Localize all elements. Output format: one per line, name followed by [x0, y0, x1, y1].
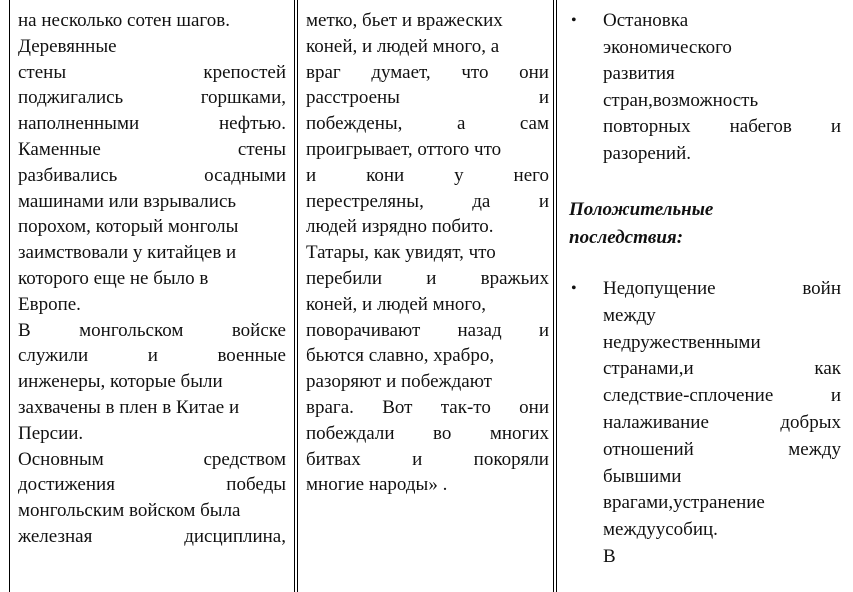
text-line	[18, 472, 286, 498]
word: думает,	[371, 61, 431, 83]
text-line	[306, 214, 549, 240]
word: сам	[519, 113, 549, 135]
word: бывшими	[603, 465, 682, 487]
text-line	[18, 292, 286, 318]
word: во	[433, 422, 452, 444]
word: странами,и	[603, 358, 694, 380]
text-line	[18, 34, 286, 60]
text-line	[18, 343, 286, 369]
text-line	[306, 85, 549, 111]
word: стены	[237, 139, 286, 160]
word: Деревянные	[18, 35, 117, 57]
word: между	[603, 304, 656, 326]
word: у	[454, 164, 464, 186]
word: междуусобиц.	[603, 519, 718, 541]
word: машинами или взрывались	[18, 190, 237, 212]
word: битвах	[306, 448, 361, 470]
text-line	[18, 447, 286, 473]
word: железная	[18, 526, 93, 547]
text-line	[603, 303, 841, 329]
word: и	[538, 87, 549, 109]
word: войн	[802, 278, 841, 299]
section-heading: последствия:	[569, 227, 684, 248]
word: осадными	[204, 164, 286, 186]
word: покоряли	[473, 448, 549, 470]
text-line	[603, 88, 841, 114]
text-line	[603, 464, 841, 490]
word: побеждали	[306, 422, 395, 444]
word: они	[519, 61, 549, 83]
word: Каменные	[18, 139, 101, 160]
word: Персии.	[18, 422, 84, 444]
word: и	[412, 448, 423, 470]
text-line	[18, 214, 286, 240]
text-line	[18, 8, 286, 34]
text-line	[306, 189, 549, 215]
text-line	[18, 137, 286, 163]
text-line	[306, 343, 549, 369]
word: монгольском	[79, 319, 184, 341]
text-line	[18, 163, 286, 189]
text-line	[603, 61, 841, 87]
word: наполненными	[18, 113, 140, 135]
word: перестреляны,	[306, 190, 424, 212]
text-line	[306, 318, 549, 344]
text-line	[306, 447, 549, 473]
word: и	[147, 345, 158, 367]
word: экономического	[603, 36, 732, 58]
word: отношений	[603, 438, 694, 460]
text-line	[18, 60, 286, 86]
text-line	[603, 114, 841, 140]
text-line	[306, 8, 549, 34]
word: средством	[203, 448, 286, 470]
text-line	[18, 498, 286, 524]
word: да	[472, 190, 491, 212]
word: В	[18, 319, 31, 341]
text-line	[306, 60, 549, 86]
word: разорений.	[603, 143, 692, 164]
word: военные	[217, 345, 286, 367]
text-line	[306, 369, 549, 395]
word: разбивались	[18, 164, 118, 186]
word: Остановка	[603, 10, 689, 31]
word: многие народы» .	[306, 474, 448, 496]
text-line	[603, 356, 841, 382]
text-line	[18, 369, 286, 395]
word: Европе.	[18, 293, 81, 315]
word: войске	[231, 319, 286, 341]
text-line	[306, 395, 549, 421]
text-line	[603, 383, 841, 409]
word: а	[456, 113, 466, 135]
word: разоряют и побеждают	[306, 371, 492, 393]
word: назад	[457, 319, 502, 341]
section-heading: Положительные	[569, 199, 714, 220]
word: него	[513, 164, 549, 186]
word: которого еще не было в	[18, 268, 209, 289]
word: и	[538, 319, 549, 341]
word: и	[830, 385, 841, 407]
text-line	[306, 266, 549, 292]
text-line	[18, 189, 286, 215]
text-line	[18, 395, 286, 421]
word: людей изрядно побито.	[306, 216, 494, 238]
word: расстроены	[306, 87, 400, 109]
text-line	[306, 421, 549, 447]
word: они	[519, 397, 549, 418]
word: захвачены в плен в Китае и	[18, 397, 240, 418]
word: монгольским войском была	[18, 500, 241, 522]
text-line	[603, 490, 841, 516]
text-line	[603, 330, 841, 356]
word: заимствовали у китайцев и	[18, 242, 237, 264]
word: крепостей	[203, 61, 286, 83]
word: стены	[18, 61, 67, 83]
table-column-1	[9, 0, 295, 592]
word: порохом, который монголы	[18, 216, 239, 238]
table-column-2	[297, 0, 554, 592]
word: горшками,	[200, 87, 286, 109]
word: многих	[489, 422, 549, 444]
word: Вот	[382, 397, 413, 418]
text-line	[603, 276, 841, 302]
text-line	[603, 141, 841, 167]
word: метко, бьет и вражеских	[306, 10, 503, 31]
bullet-icon: •	[571, 12, 577, 29]
word: недружественными	[603, 331, 761, 353]
text-line	[18, 318, 286, 344]
word: следствие-сплочение	[603, 385, 774, 407]
word: кони	[366, 164, 405, 186]
text-line	[18, 240, 286, 266]
word: В	[603, 546, 616, 567]
text-line	[18, 524, 286, 550]
word: побеждены,	[306, 113, 403, 135]
text-line	[603, 8, 841, 34]
word: победы	[226, 474, 286, 496]
word: набегов	[729, 116, 792, 138]
text-line	[306, 34, 549, 60]
word: инженеры, которые были	[18, 371, 223, 393]
word: коней, и людей много, а	[306, 35, 500, 57]
text-line	[18, 421, 286, 447]
text-line	[306, 111, 549, 137]
word: достижения	[18, 474, 115, 496]
word: добрых	[780, 412, 841, 433]
word: враг	[306, 61, 341, 83]
word: стран,возможность	[603, 89, 759, 111]
word: дисциплина,	[184, 526, 286, 547]
word: врагами,устранение	[603, 492, 765, 514]
word: так-то	[440, 397, 491, 418]
text-line	[603, 410, 841, 436]
word: перебили	[306, 268, 383, 289]
word: поджигались	[18, 87, 124, 109]
word: налаживание	[603, 412, 709, 433]
table-column-3	[556, 0, 853, 592]
text-line	[306, 163, 549, 189]
word: что	[461, 61, 489, 83]
word: нефтью.	[218, 113, 286, 135]
text-line	[603, 544, 841, 570]
bullet-icon: •	[571, 280, 577, 297]
word: и	[426, 268, 437, 289]
word: коней, и людей много,	[306, 293, 486, 315]
word: служили	[18, 345, 89, 367]
word: развития	[603, 63, 675, 85]
text-line	[306, 292, 549, 318]
word: как	[814, 358, 841, 380]
word: Основным	[18, 448, 104, 470]
text-line	[18, 85, 286, 111]
word: бьются славно, храбро,	[306, 345, 495, 367]
text-line	[306, 240, 549, 266]
text-line	[306, 472, 549, 498]
word: и	[538, 190, 549, 212]
word: врага.	[306, 397, 354, 418]
text-line	[603, 517, 841, 543]
word: между	[788, 438, 841, 460]
word: повторных	[603, 116, 691, 138]
text-line	[306, 137, 549, 163]
text-line	[18, 111, 286, 137]
word: и	[830, 116, 841, 138]
text-line	[18, 266, 286, 292]
word: поворачивают	[306, 319, 421, 341]
word: Недопущение	[603, 278, 716, 299]
text-line	[603, 437, 841, 463]
word: проигрывает, оттого что	[306, 139, 502, 160]
text-line	[603, 35, 841, 61]
word: вражьих	[480, 268, 549, 289]
word: Татары, как увидят, что	[306, 242, 496, 264]
word: и	[306, 164, 317, 186]
word: на несколько сотен шагов.	[18, 10, 230, 31]
